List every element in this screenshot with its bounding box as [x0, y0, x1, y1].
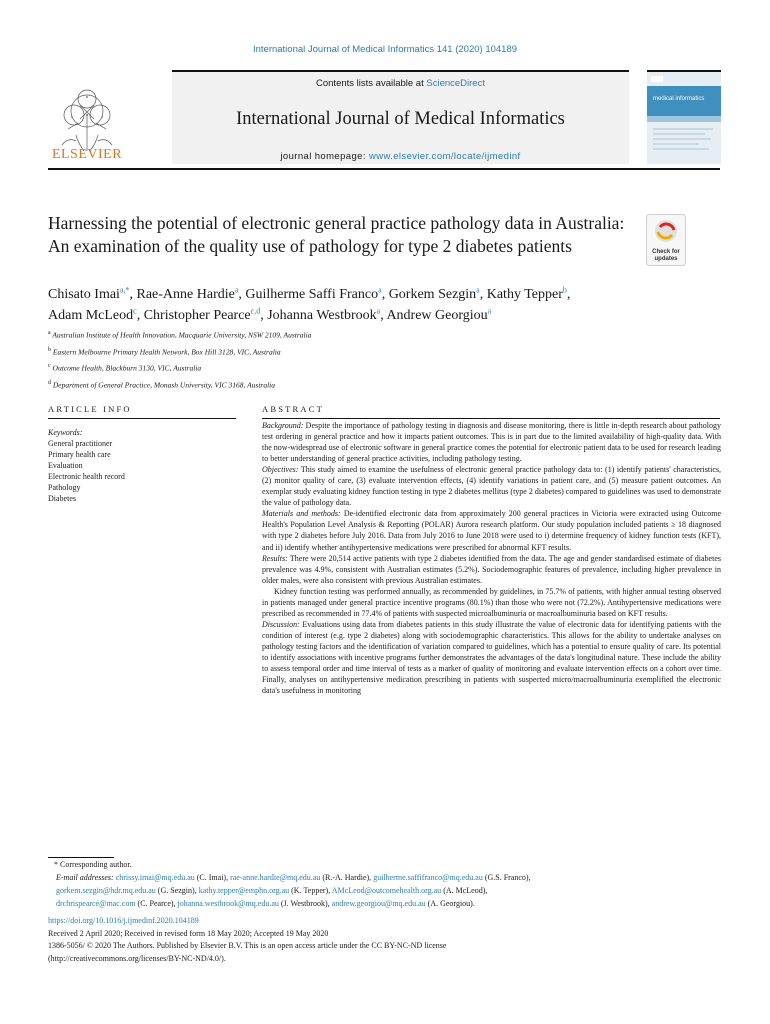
keyword: General practitioner [48, 439, 113, 448]
email-owner: (G.S. Franco), [482, 873, 531, 882]
author [386, 305, 492, 323]
affiliation-mark: d [48, 379, 51, 386]
email-label: E-mail addresses: [56, 873, 114, 882]
abstract-heading: ABSTRACT [262, 404, 324, 414]
journal-citation[interactable]: International Journal of Medical Informatics 141 (2020) 104189 [252, 44, 518, 55]
affiliation [48, 359, 728, 376]
article-title: Harnessing the potential of electronic general practice pathology data in Australia: An examination of the quality use of pathology for type 2 diabetes patients [48, 213, 625, 257]
article-info-rule [48, 418, 236, 419]
affiliation [48, 343, 728, 360]
abstract-text: Kidney function testing was performed annually, as recommended by guidelines, in 75.7% of patients, with higher annual testing observed in patients managed under general practice incentive programs (80.1%) than those who were not (72.2%). Antihypertensive medications were prescribed as recommended in 77.4% of patients with suspected microalbuminuria or macroalbuminuria based on KFT results. [262, 586, 721, 618]
check-updates-line1: Check for [652, 249, 680, 255]
abstract-section-label: Discussion: [262, 619, 300, 629]
affiliation-text: Eastern Melbourne Primary Health Network, Box Hill 3128, VIC, Australia [52, 347, 281, 356]
abstract-paragraph [262, 619, 721, 696]
author-affiliation-mark[interactable]: c [133, 305, 137, 315]
author-name: Johanna Westbrook [267, 307, 377, 323]
author [143, 305, 268, 323]
author-name: Christopher Pearce [143, 307, 251, 323]
affiliation-mark: a [48, 330, 51, 336]
author-name: Gorkem Sezgin [388, 286, 477, 302]
keyword: Primary health care [48, 450, 111, 459]
affiliation-mark: b [48, 346, 51, 353]
abstract-paragraph [262, 586, 721, 619]
journal-homepage-line [172, 151, 629, 162]
abstract-section-label: Background: [262, 421, 304, 430]
email-owner: (C. Imai), [194, 873, 231, 882]
contents-prefix: Contents lists available at [316, 78, 427, 89]
affiliation-mark: c [48, 363, 51, 369]
email-owner: (G. Sezgin), [155, 886, 199, 895]
journal-name: International Journal of Medical Informatics [236, 109, 565, 129]
publication-info [48, 915, 728, 965]
affiliation [48, 376, 728, 393]
email-link[interactable]: andrew.georgiou@mq.edu.au [331, 899, 426, 908]
author-separator: , [479, 286, 487, 302]
footnotes [48, 858, 720, 910]
email-list [48, 871, 720, 910]
affiliation-text: Department of General Practice, Monash University, VIC 3168, Australia [52, 380, 276, 389]
author-name: Guilherme Saffi Franco [245, 286, 379, 302]
keyword: Electronic health record [48, 472, 125, 481]
author-list [48, 284, 728, 326]
corresponding-author-note: * Corresponding author. [54, 860, 132, 869]
abstract-text: Despite the importance of pathology testing in diagnosis and disease monitoring, there is little in-depth research about pathology test ordering in general practice and how it impacts patient outcomes. This is in part due to the limited availability of high-quality data. With the now-widespread use of electronic software in general practice comes the potential for electronic patient data to be used for research leading to better understanding of general practice activities, including pathology testing. [262, 421, 721, 464]
email-link[interactable]: gorkem.sezgin@hdr.mq.edu.au [56, 886, 156, 895]
email-owner: (C. Pearce), [135, 899, 178, 908]
abstract-paragraph [262, 420, 721, 464]
author-affiliation-mark[interactable]: c,d [250, 305, 261, 315]
email-owner: (K. Tepper), [289, 886, 332, 895]
author [389, 287, 487, 302]
cover-art [647, 72, 721, 164]
article-info-heading: ARTICLE INFO [48, 404, 132, 414]
author-separator: , [136, 307, 144, 323]
affiliation-list [48, 326, 728, 392]
author-affiliation-mark[interactable]: a,* [119, 285, 130, 294]
license-text: 1386-5056/ © 2020 The Authors. Published by Elsevier B.V. This is an open access article under the CC BY-NC-ND license [48, 941, 447, 950]
elsevier-wordmark[interactable]: ELSEVIER [51, 147, 123, 162]
abstract-text: There were 20,514 active patients with type 2 diabetes identified from the data. The age and gender standardised estimate of diabetes prevalence was 4.9%, consistent with Australian estimates (5.2%). Sociodemographic features of prevalence, including higher prevalence in older males, were also consistent with previous Australian estimates. [262, 553, 721, 585]
author-separator: , [260, 307, 268, 323]
homepage-prefix: journal homepage: [280, 151, 369, 162]
author-name: Adam McLeod [48, 307, 134, 323]
email-link[interactable]: johanna.westbrook@mq.edu.au [177, 899, 279, 908]
author-name: Kathy Tepper [486, 286, 563, 302]
contents-line [172, 78, 629, 89]
email-link[interactable]: guilherme.saffifranco@mq.edu.au [373, 873, 483, 882]
author [267, 305, 387, 323]
author [137, 287, 246, 302]
author-separator: , [238, 286, 246, 302]
abstract-paragraph [262, 464, 721, 508]
email-owner: (A. McLeod), [441, 886, 488, 895]
homepage-link[interactable]: www.elsevier.com/locate/ijmedinf [368, 151, 521, 162]
corresponding-author-text: Corresponding author. [60, 860, 132, 869]
cover-title: medical informatics [653, 96, 705, 102]
affiliation-text: Australian Institute of Health Innovation, Macquarie University, NSW 2109, Australia [52, 330, 312, 340]
abstract-section-label: Results: [262, 553, 288, 563]
abstract-section-label: Materials and methods: [262, 509, 341, 519]
abstract-paragraph [262, 553, 721, 586]
check-updates-line2: updates [654, 256, 678, 262]
author-affiliation-mark[interactable]: a [476, 285, 480, 294]
email-link[interactable]: AMcLeod@outcomehealth.org.au [331, 886, 442, 895]
keywords-block [48, 427, 236, 504]
author-separator: , [381, 286, 389, 302]
author [487, 287, 571, 302]
author-affiliation-mark[interactable]: b [562, 285, 567, 294]
author-affiliation-mark[interactable]: a [234, 285, 239, 294]
author [48, 305, 144, 323]
abstract-body [262, 420, 721, 696]
email-link[interactable]: drchrispearce@mac.com [56, 899, 136, 908]
journal-cover-thumbnail[interactable] [647, 70, 721, 164]
license-url[interactable]: (http://creativecommons.org/licenses/BY-NC-ND/4.0/). [48, 953, 226, 963]
keyword: Diabetes [48, 494, 76, 503]
check-for-updates-badge[interactable] [646, 214, 686, 266]
abstract-text: De-identified electronic data from approximately 200 general practices in Victoria were extracted using Outcome Health's Population Level Analysis & Reporting (POLAR) Aurora research platform. Our study population included patients ≥ 18 diagnosed with type 2 diabetes before July 2016. Data from July 2016 to June 2018 were used to i) determine frequency of kidney function tests (KFT), and ii) identify whether antihypertensive medications were prescribed for abnormal KFT results. [262, 509, 721, 552]
author-separator: , [566, 286, 571, 302]
author-affiliation-mark[interactable]: a [378, 285, 382, 294]
abstract-paragraph [262, 508, 721, 552]
email-link[interactable]: chrissy.imai@mq.edu.au [115, 873, 195, 882]
author [245, 287, 388, 302]
keyword: Evaluation [48, 461, 83, 470]
keywords-label: Keywords: [48, 428, 83, 437]
author-separator: , [129, 286, 137, 302]
author [48, 287, 137, 302]
email-owner: (A. Georgiou). [425, 899, 475, 908]
email-link[interactable]: kathy.tepper@emphn.org.au [198, 886, 290, 895]
author-affiliation-mark[interactable]: a [376, 305, 381, 315]
author-name: Andrew Georgiou [386, 307, 488, 323]
author-name: Rae-Anne Hardie [136, 286, 235, 302]
author-affiliation-mark[interactable]: a [487, 305, 492, 315]
author-name: Chisato Imai [48, 286, 120, 302]
abstract-section-label: Objectives: [262, 465, 299, 475]
abstract-text: Evaluations using data from diabetes patients in this study illustrate the value of electronic data for identifying patients with the condition of interest (e.g. type 2 diabetes) along with sociodemographic characteristics. This allows for the ability to undertake analyses on pathology testing factors and the identification of variation compared to guidelines, which has a potential to ensure quality of care. Its potential to identify associations with incentive programs further demonstrates the advantages of the data's longitudinal nature. These include the ability to assess temporal order and time interval of tests as a marker of quality of monitoring and evaluate intervention effects on a cohort over time. Finally, analyses on antihypertensive medication prescribing in patients with suspected micro/macroalbuminuria exemplified the electronic data's usefulness in monitoring [262, 619, 721, 696]
affiliation [48, 326, 728, 343]
author-separator: , [380, 307, 387, 323]
email-link[interactable]: rae-anne.hardie@mq.edu.au [230, 873, 321, 882]
received-dates: Received 2 April 2020; Received in revised form 18 May 2020; Accepted 19 May 2020 [48, 928, 329, 938]
abstract-rule [262, 418, 720, 419]
keyword: Pathology [48, 483, 81, 492]
email-owner: (J. Westbrook), [278, 899, 332, 908]
affiliation-text: Outcome Health, Blackburn 3130, VIC, Australia [52, 363, 202, 373]
email-owner: (R.-A. Hardie), [320, 873, 374, 882]
header-rule [48, 168, 720, 170]
sciencedirect-link[interactable]: ScienceDirect [426, 78, 485, 89]
abstract-text: This study aimed to examine the usefulness of electronic general practice pathology data to: (1) identify patients' characteristics, (2) monitor quality of care, (3) evaluate intervention effects, (4) identify variations in patient care, and (5) measure patient outcomes. An exemplar study evaluating kidney function testing in type 2 diabetes mellitus (type 2 diabetes) compared to guidelines was used to demonstrate the value of pathology data. [262, 465, 721, 508]
doi-link[interactable]: https://doi.org/10.1016/j.ijmedinf.2020.104189 [48, 916, 199, 925]
